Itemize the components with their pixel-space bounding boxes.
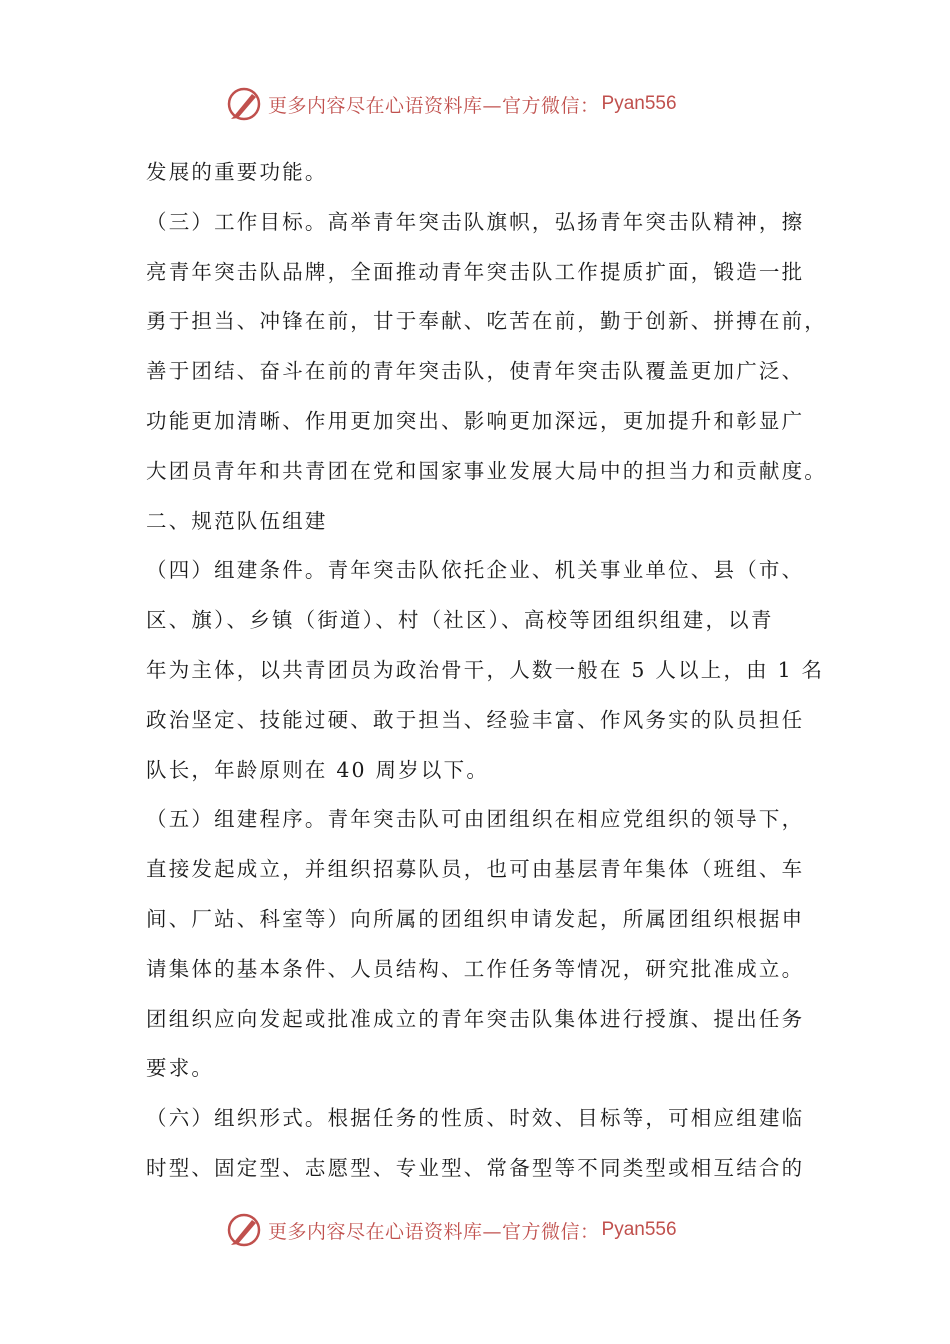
text-line: 请集体的基本条件、人员结构、工作任务等情况，研究批准成立。 [146,956,805,981]
text-line: 政治坚定、技能过硬、敢于担当、经验丰富、作风务实的队员担任 [146,707,805,732]
watermark-wechat-id: Pyan556 [601,93,677,114]
text-line: （六）组织形式。根据任务的性质、时效、目标等，可相应组建临 [146,1106,805,1131]
text-line: 队长，年龄原则在 40 周岁以下。 [146,757,490,782]
watermark-footer [226,1210,746,1250]
watermark-wechat-id: Pyan556 [601,1219,677,1240]
pen-logo-icon [226,1212,262,1248]
text-line: 善于团结、奋斗在前的青年突击队，使青年突击队覆盖更加广泛、 [146,359,805,384]
watermark-text: 更多内容尽在心语资料库—官方微信： [268,1220,600,1243]
text-line: （四）组建条件。青年突击队依托企业、机关事业单位、县（市、 [146,558,805,583]
text-line: 发展的重要功能。 [146,160,328,184]
text-line: 团组织应向发起或批准成立的青年突击队集体进行授旗、提出任务 [146,1006,805,1031]
watermark-header [226,84,746,124]
text-line: 勇于担当、冲锋在前，甘于奉献、吃苦在前，勤于创新、拼搏在前， [146,309,827,334]
text-line: 亮青年突击队品牌，全面推动青年突击队工作提质扩面，锻造一批 [146,259,805,284]
text-line: 年为主体，以共青团员为政治骨干，人数一般在 5 人以上，由 1 名 [146,657,825,682]
text-line: 间、厂站、科室等）向所属的团组织申请发起，所属团组织根据申 [146,906,805,931]
text-line: 大团员青年和共青团在党和国家事业发展大局中的担当力和贡献度。 [146,458,827,483]
document-body [146,148,827,1194]
text-line: 时型、固定型、志愿型、专业型、常备型等不同类型或相互结合的 [146,1155,805,1180]
watermark-text: 更多内容尽在心语资料库—官方微信： [268,94,600,117]
text-line: 要求。 [146,1056,215,1081]
text-line: 区、旗）、乡镇（街道）、村（社区）、高校等团组织组建，以青 [146,608,774,633]
text-line: （五）组建程序。青年突击队可由团组织在相应党组织的领导下， [146,807,805,832]
pen-logo-icon [226,86,262,122]
text-line: （三）工作目标。高举青年突击队旗帜，弘扬青年突击队精神，擦 [146,209,805,234]
section-heading: 二、规范队伍组建 [146,508,328,533]
text-line: 直接发起成立，并组织招募队员，也可由基层青年集体（班组、车 [146,857,805,882]
text-line: 功能更加清晰、作用更加突出、影响更加深远，更加提升和彰显广 [146,408,805,433]
